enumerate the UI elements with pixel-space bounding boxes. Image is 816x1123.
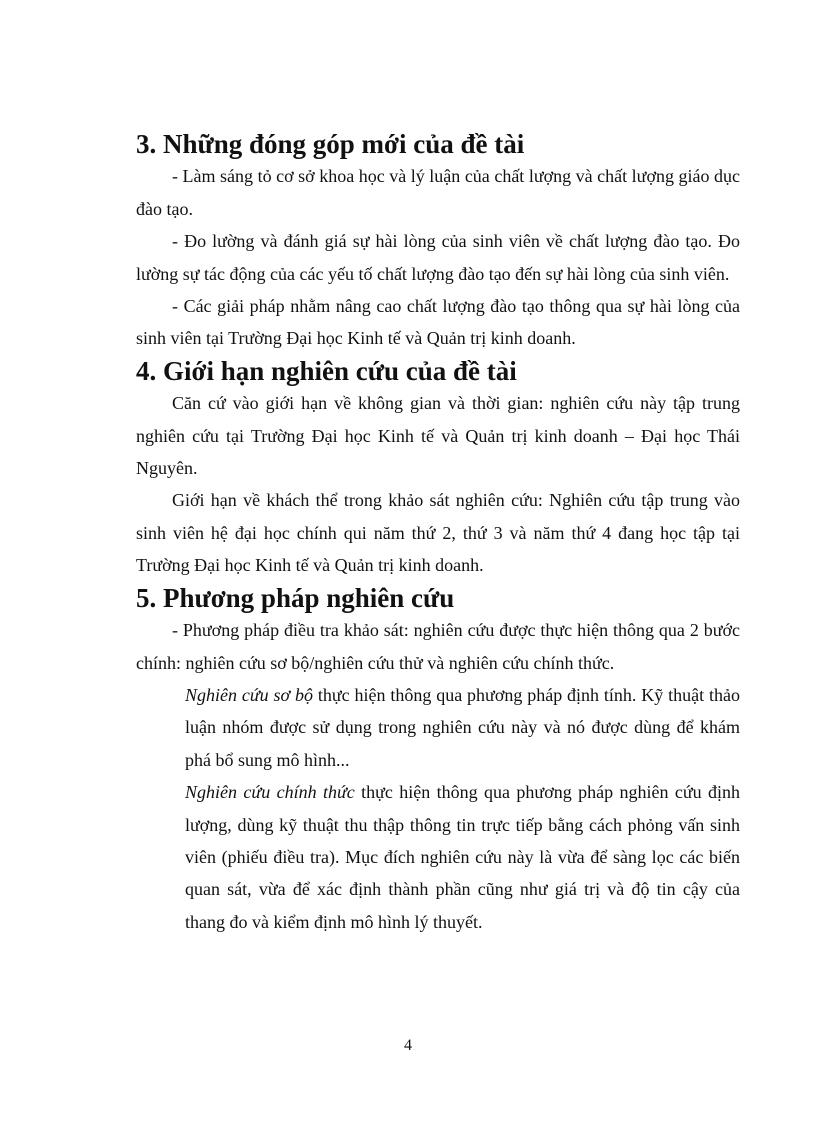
- contribution-paragraph-3: - Các giải pháp nhằm nâng cao chất lượng đào tạo thông qua sự hài lòng của sinh viên tại Trường Đại học Kinh tế và Quản trị kinh doanh.: [136, 296, 740, 349]
- scope-paragraph-2: Giới hạn về khách thể trong khảo sát nghiên cứu: Nghiên cứu tập trung vào sinh viên hệ đại học chính qui năm thứ 2, thứ 3 và năm thứ 4 đang học tập tại Trường Đại học Kinh tế và Quản trị kinh doanh.: [136, 490, 740, 576]
- contribution-paragraph-1: - Làm sáng tỏ cơ sở khoa học và lý luận của chất lượng và chất lượng giáo dục đào tạo.: [136, 166, 740, 219]
- method-text-official: thực hiện thông qua phương pháp nghiên cứu định lượng, dùng kỹ thuật thu thập thông tin trực tiếp bằng cách phỏng vấn sinh viên (phiếu điều tra). Mục đích nghiên cứu này là vừa để sàng lọc các biến quan sát, vừa để xác định thành phần cũng như giá trị và độ tin cậy của thang đo và kiểm định mô hình lý thuyết.: [185, 782, 740, 932]
- method-block-preliminary: [185, 679, 740, 776]
- scope-paragraph-1: Căn cứ vào giới hạn về không gian và thời gian: nghiên cứu này tập trung nghiên cứu tại Trường Đại học Kinh tế và Quản trị kinh doanh – Đại học Thái Nguyên.: [136, 393, 740, 479]
- method-text-preliminary: thực hiện thông qua phương pháp định tính. Kỹ thuật thảo luận nhóm được sử dụng trong nghiên cứu này và nó được dùng để khám phá bổ sung mô hình...: [185, 684, 740, 770]
- methods-paragraph-1: - Phương pháp điều tra khảo sát: nghiên cứu được thực hiện thông qua 2 bước chính: nghiên cứu sơ bộ/nghiên cứu thử và nghiên cứu chính thức.: [136, 620, 740, 673]
- method-term-preliminary: Nghiên cứu sơ bộ: [185, 684, 314, 705]
- section-title-contributions: 3. Những đóng góp mới của đề tài: [136, 129, 525, 159]
- method-term-official: Nghiên cứu chính thức: [185, 782, 355, 803]
- page-number: 4: [404, 1037, 412, 1054]
- contribution-paragraph-2: - Đo lường và đánh giá sự hài lòng của sinh viên về chất lượng đào tạo. Đo lường sự tác động của các yếu tố chất lượng đào tạo đến sự hài lòng của sinh viên.: [136, 231, 740, 284]
- method-block-official: [185, 776, 740, 938]
- section-title-scope: 4. Giới hạn nghiên cứu của đề tài: [136, 355, 517, 386]
- document-page: [136, 128, 740, 938]
- section-title-methods: 5. Phương pháp nghiên cứu: [136, 582, 455, 613]
